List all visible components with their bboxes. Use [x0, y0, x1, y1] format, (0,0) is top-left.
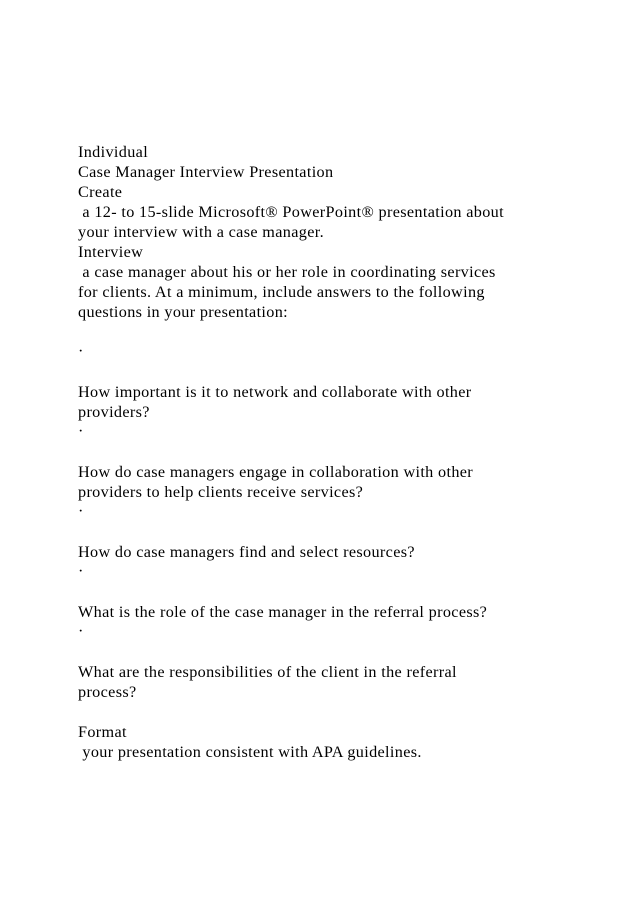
text-line: questions in your presentation:	[78, 303, 289, 321]
text-line: Interview	[78, 243, 144, 261]
bullet-mark: ·	[78, 622, 84, 640]
text-line: a 12- to 15-slide Microsoft® PowerPoint® presentation about	[78, 203, 504, 221]
text-line: How do case managers engage in collaboration with other	[78, 463, 474, 481]
text-line: Format	[78, 723, 127, 741]
text-line: process?	[78, 683, 137, 701]
text-line: providers to help clients receive services?	[78, 483, 364, 501]
text-line: Individual	[78, 143, 149, 161]
text-line: What are the responsibilities of the client in the referral	[78, 663, 457, 681]
bullet-mark: ·	[78, 422, 84, 440]
text-line: What is the role of the case manager in the referral process?	[78, 603, 488, 621]
bullet-mark: ·	[78, 562, 84, 580]
text-line: providers?	[78, 403, 150, 421]
text-line: Create	[78, 183, 123, 201]
bullet-mark: ·	[78, 342, 84, 360]
text-line: Case Manager Interview Presentation	[78, 163, 334, 181]
bullet-mark: ·	[78, 502, 84, 520]
text-line: your presentation consistent with APA guidelines.	[78, 743, 422, 761]
text-line: your interview with a case manager.	[78, 223, 324, 241]
text-line: How important is it to network and collaborate with other	[78, 383, 472, 401]
text-line: a case manager about his or her role in coordinating services	[78, 263, 496, 281]
text-line: for clients. At a minimum, include answers to the following	[78, 283, 485, 301]
text-line: How do case managers find and select resources?	[78, 543, 415, 561]
